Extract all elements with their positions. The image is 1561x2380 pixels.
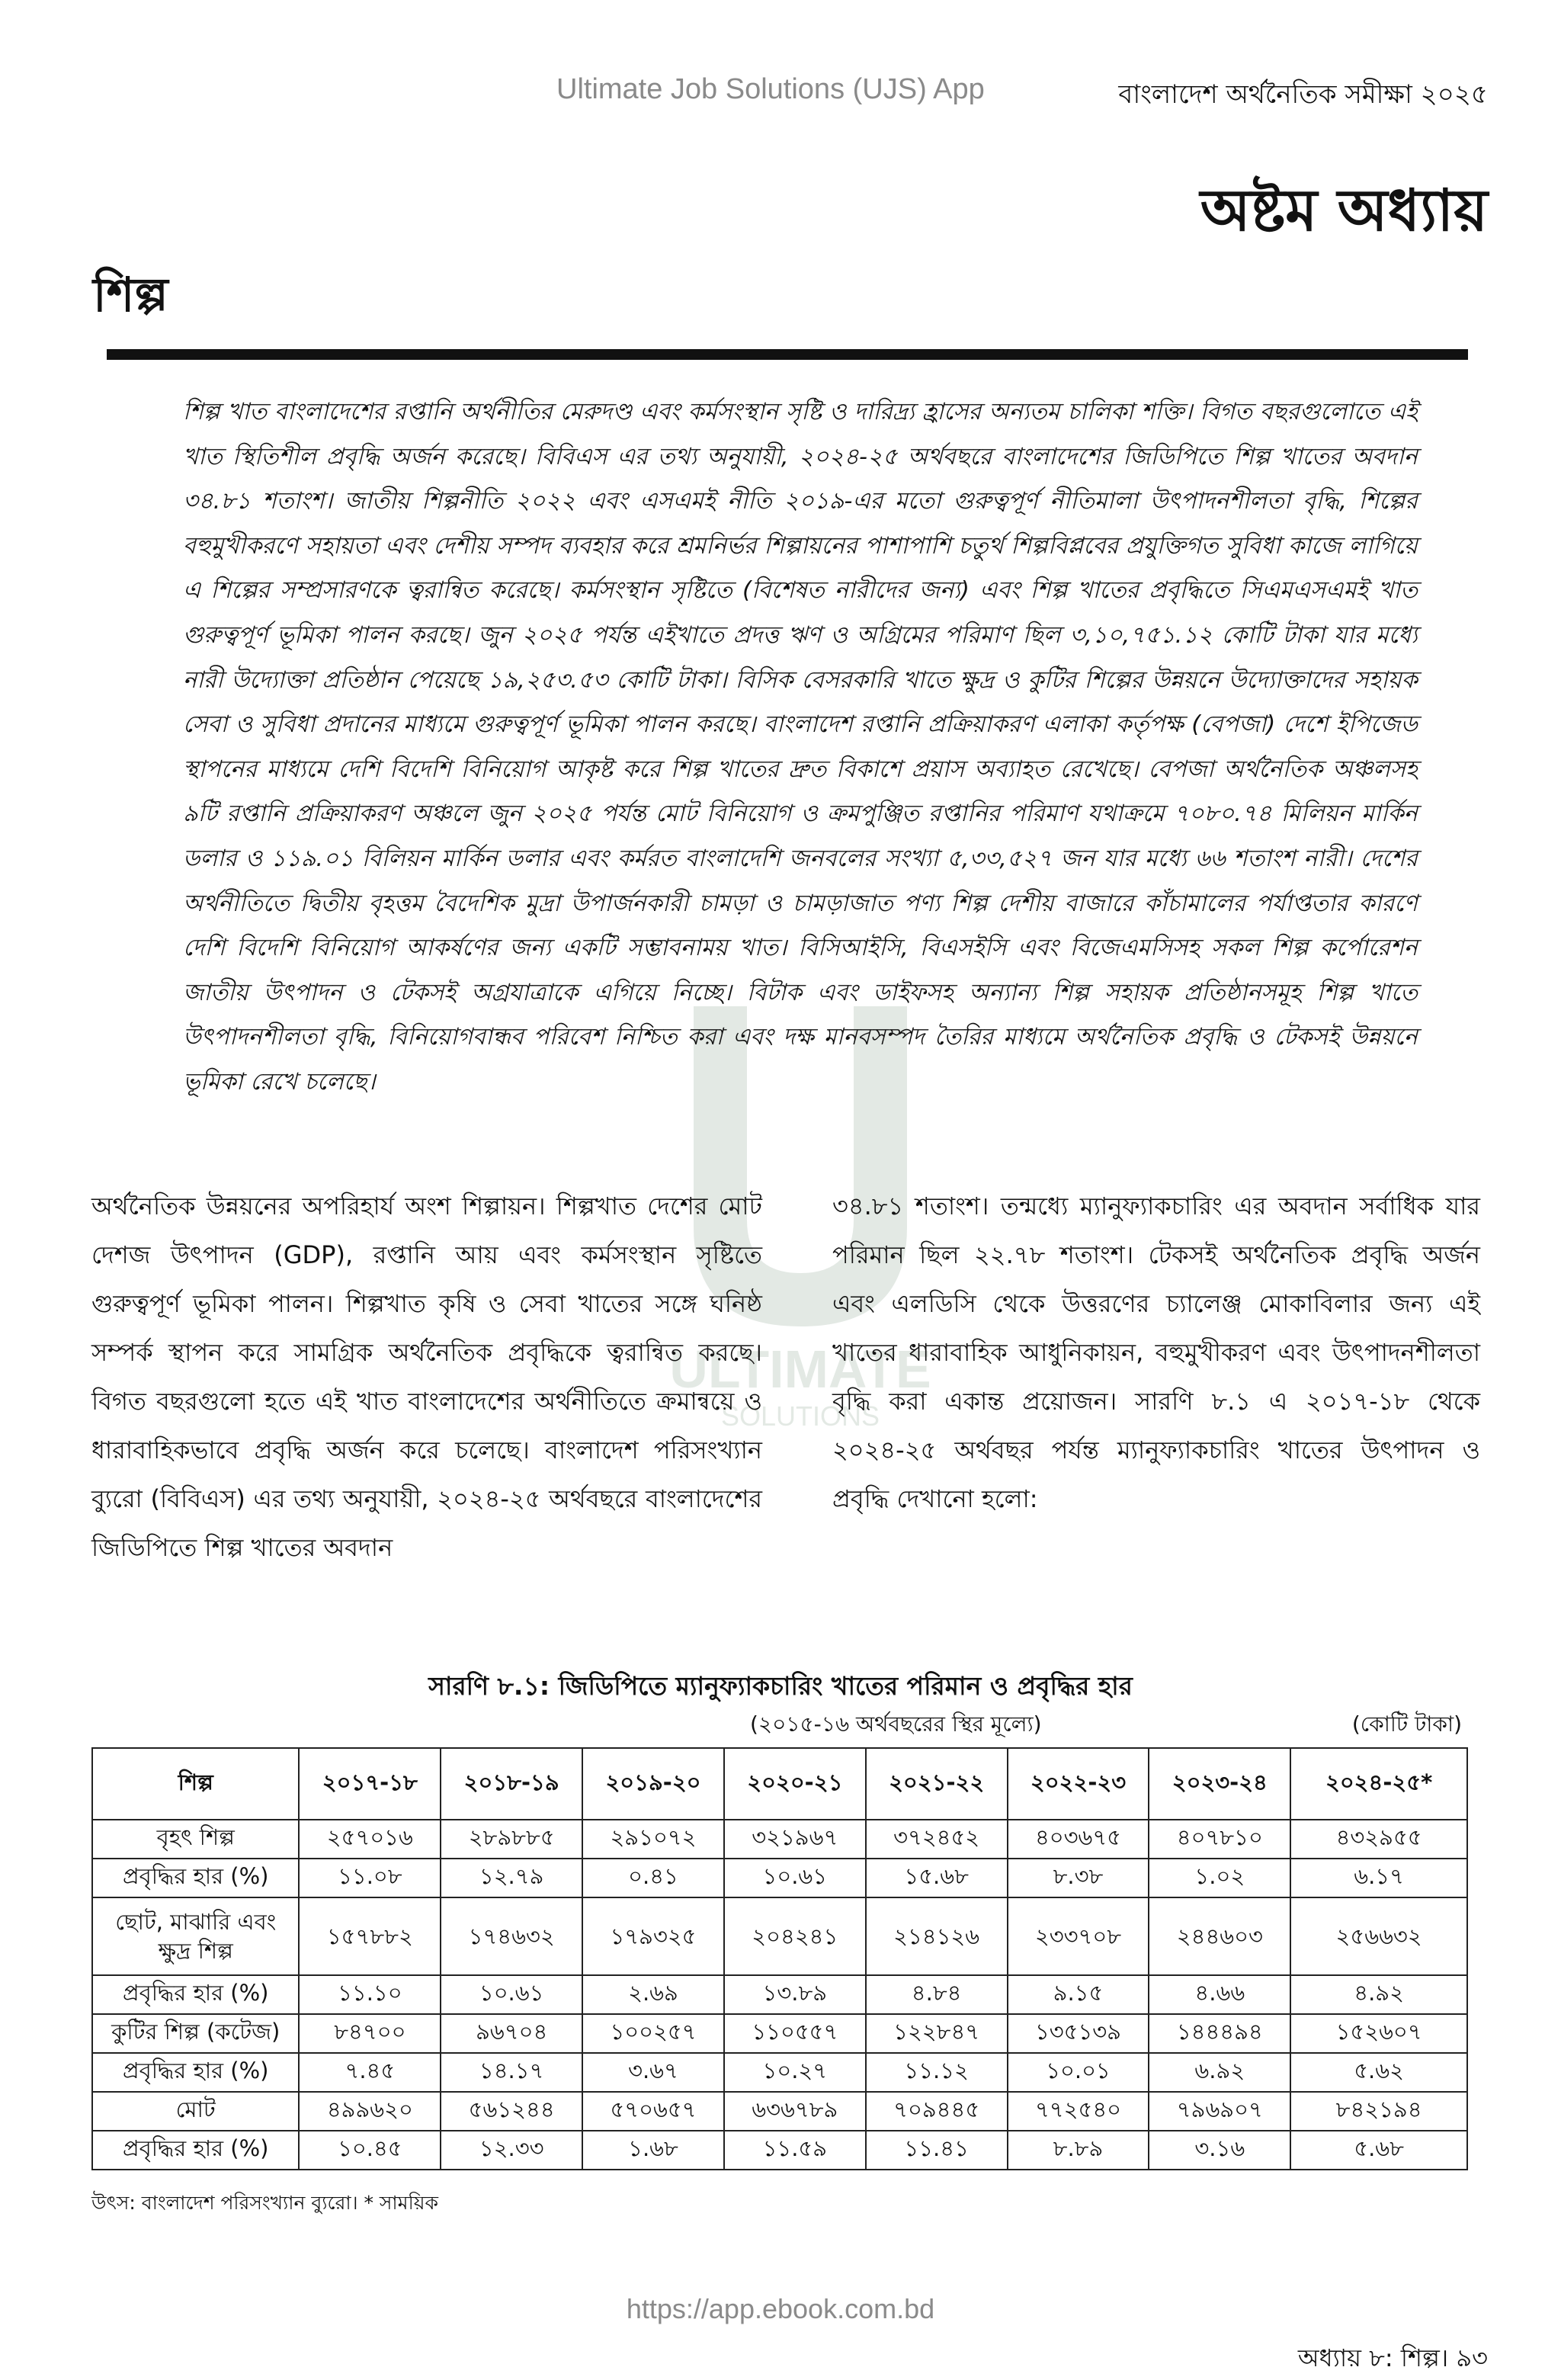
table-cell: ৮.৮৯ bbox=[1008, 2131, 1149, 2170]
table-cell: ৫.৬৮ bbox=[1290, 2131, 1467, 2170]
table-row bbox=[92, 2131, 1467, 2170]
table-cell: ৭০৯৪৪৫ bbox=[866, 2092, 1008, 2131]
table-cell: ৯.১৫ bbox=[1008, 1975, 1149, 2014]
table-row bbox=[92, 1897, 1467, 1975]
table-cell: ১৫৭৮৮২ bbox=[299, 1897, 441, 1975]
table-cell: ০.৪১ bbox=[582, 1859, 724, 1897]
table-cell: ২৩৩৭০৮ bbox=[1008, 1897, 1149, 1975]
table-cell: প্রবৃদ্ধির হার (%) bbox=[92, 1975, 299, 2014]
table-cell: ৩৭২৪৫২ bbox=[866, 1820, 1008, 1859]
table-cell: প্রবৃদ্ধির হার (%) bbox=[92, 1859, 299, 1897]
table-cell: ৮.৩৮ bbox=[1008, 1859, 1149, 1897]
table-cell: ৬.১৭ bbox=[1290, 1859, 1467, 1897]
table-header-cell: শিল্প bbox=[92, 1748, 299, 1820]
table-cell: ১৪.১৭ bbox=[441, 2053, 582, 2092]
table-cell: ২৯১০৭২ bbox=[582, 1820, 724, 1859]
table-row bbox=[92, 1820, 1467, 1859]
table-header-cell: ২০১৮-১৯ bbox=[441, 1748, 582, 1820]
table-cell: ১০০২৫৭ bbox=[582, 2014, 724, 2053]
table-header-cell: ২০২৩-২৪ bbox=[1149, 1748, 1290, 1820]
table-title: সারণি ৮.১: জিডিপিতে ম্যানুফ্যাকচারিং খাতের পরিমান ও প্রবৃদ্ধির হার bbox=[428, 1671, 1133, 1701]
table-cell: ৮৪২১৯৪ bbox=[1290, 2092, 1467, 2131]
table-header-cell: ২০১৭-১৮ bbox=[299, 1748, 441, 1820]
table-cell: ৪০৩৬৭৫ bbox=[1008, 1820, 1149, 1859]
table-source-note: উৎস: বাংলাদেশ পরিসংখ্যান ব্যুরো। * সাময়িক bbox=[91, 2192, 438, 2214]
table-cell: ৫.৬২ bbox=[1290, 2053, 1467, 2092]
table-cell: ১০.০১ bbox=[1008, 2053, 1149, 2092]
table-row bbox=[92, 1975, 1467, 2014]
watermark-line1: ULTIMATE bbox=[669, 1339, 931, 1399]
table-cell: ১১.১০ bbox=[299, 1975, 441, 2014]
table-row bbox=[92, 2053, 1467, 2092]
table-cell: ১৫২৬০৭ bbox=[1290, 2014, 1467, 2053]
table-cell: ১০.৬১ bbox=[441, 1975, 582, 2014]
table-cell: ৫৭০৬৫৭ bbox=[582, 2092, 724, 2131]
table-row bbox=[92, 2014, 1467, 2053]
table-cell: ছোট, মাঝারি এবং ক্ষুদ্র শিল্প bbox=[92, 1897, 299, 1975]
table-cell: ৫৬১২৪৪ bbox=[441, 2092, 582, 2131]
table-cell: ২৮৯৮৮৫ bbox=[441, 1820, 582, 1859]
manufacturing-table bbox=[91, 1747, 1468, 2170]
app-name-header: Ultimate Job Solutions (UJS) App bbox=[556, 73, 985, 105]
table-cell: ১০.৪৫ bbox=[299, 2131, 441, 2170]
table-cell: ১৩৫১৩৯ bbox=[1008, 2014, 1149, 2053]
table-cell: ১.৬৮ bbox=[582, 2131, 724, 2170]
page-footer: অধ্যায় ৮: শিল্প। ৯৩ bbox=[1297, 2343, 1488, 2372]
table-cell: ১০.২৭ bbox=[724, 2053, 866, 2092]
table-cell: প্রবৃদ্ধির হার (%) bbox=[92, 2131, 299, 2170]
section-title: শিল্প bbox=[93, 267, 168, 322]
table-header-cell: ২০২১-২২ bbox=[866, 1748, 1008, 1820]
table-cell: ২১৪১২৬ bbox=[866, 1897, 1008, 1975]
table-cell: ৩২১৯৬৭ bbox=[724, 1820, 866, 1859]
table-cell: ৪.৯২ bbox=[1290, 1975, 1467, 2014]
table-cell: বৃহৎ শিল্প bbox=[92, 1820, 299, 1859]
table-cell: ১১.১২ bbox=[866, 2053, 1008, 2092]
table-cell: ১০.৬১ bbox=[724, 1859, 866, 1897]
table-row bbox=[92, 1859, 1467, 1897]
table-header-cell: ২০২২-২৩ bbox=[1008, 1748, 1149, 1820]
table-cell: ১৭৯৩২৫ bbox=[582, 1897, 724, 1975]
table-subtitle: (২০১৫-১৬ অর্থবছরের স্থির মূল্যে) bbox=[750, 1711, 1042, 1737]
table-cell: ১৫.৬৮ bbox=[866, 1859, 1008, 1897]
table-cell: ৬৩৬৭৮৯ bbox=[724, 2092, 866, 2131]
body-column-right: ৩৪.৮১ শতাংশ। তন্মধ্যে ম্যানুফ্যাকচারিং এর অবদান সর্বাধিক যার পরিমান ছিল ২২.৭৮ শতাংশ। টেকসই অর্থনৈতিক প্রবৃদ্ধি অর্জন এবং এলডিসি থেকে উত্তরণের চ্যালেঞ্জ মোকাবিলার জন্য এই খাতের ধারাবাহিক আধুনিকায়ন, বহুমুখীকরণ এবং উৎপাদনশীলতা বৃদ্ধি করা একান্ত প্রয়োজন। সারণি ৮.১ এ ২০১৭-১৮ থেকে ২০২৪-২৫ অর্থবছর পর্যন্ত ম্যানুফ্যাকচারিং খাতের উৎপাদন ও প্রবৃদ্ধি দেখানো হলো: bbox=[832, 1192, 1480, 1513]
table-cell: ১১.৪১ bbox=[866, 2131, 1008, 2170]
table-cell: ৪.৮৪ bbox=[866, 1975, 1008, 2014]
table-cell: কুটির শিল্প (কটেজ) bbox=[92, 2014, 299, 2053]
table-cell: ১২.৩৩ bbox=[441, 2131, 582, 2170]
table-cell: ৩.১৬ bbox=[1149, 2131, 1290, 2170]
publication-title: বাংলাদেশ অর্থনৈতিক সমীক্ষা ২০২৫ bbox=[1118, 79, 1488, 110]
title-divider bbox=[107, 349, 1468, 360]
table-cell: ১৩.৮৯ bbox=[724, 1975, 866, 2014]
footer-url-link[interactable]: https://app.ebook.com.bd bbox=[626, 2293, 935, 2324]
table-cell: ২.৬৯ bbox=[582, 1975, 724, 2014]
table-cell: ৪৯৯৬২০ bbox=[299, 2092, 441, 2131]
table-cell: ১৭৪৬৩২ bbox=[441, 1897, 582, 1975]
table-cell: ৩.৬৭ bbox=[582, 2053, 724, 2092]
table-cell: ২৫৬৬৩২ bbox=[1290, 1897, 1467, 1975]
table-row bbox=[92, 2092, 1467, 2131]
table-header-cell: ২০২০-২১ bbox=[724, 1748, 866, 1820]
table-cell: ২০৪২৪১ bbox=[724, 1897, 866, 1975]
table-cell: ৯৬৭০৪ bbox=[441, 2014, 582, 2053]
chapter-title: অষ্টম অধ্যায় bbox=[1200, 176, 1488, 244]
table-cell: ৪০৭৮১০ bbox=[1149, 1820, 1290, 1859]
table-cell: ১৪৪৪৯৪ bbox=[1149, 2014, 1290, 2053]
table-cell: ২৫৭০১৬ bbox=[299, 1820, 441, 1859]
body-column-left: অর্থনৈতিক উন্নয়নের অপরিহার্য অংশ শিল্পায়ন। শিল্পখাত দেশের মোট দেশজ উৎপাদন (GDP), রপ্তানি আয় এবং কর্মসংস্থান সৃষ্টিতে গুরুত্বপূর্ণ ভূমিকা পালন। শিল্পখাত কৃষি ও সেবা খাতের সঙ্গে ঘনিষ্ঠ সম্পর্ক স্থাপন করে সামগ্রিক অর্থনৈতিক প্রবৃদ্ধিকে ত্বরান্বিত করছে। বিগত বছরগুলো হতে এই খাত বাংলাদেশের অর্থনীতিতে ক্রমান্বয়ে ও ধারাবাহিকভাবে প্রবৃদ্ধি অর্জন করে চলেছে। বাংলাদেশ পরিসংখ্যান ব্যুরো (বিবিএস) এর তথ্য অনুযায়ী, ২০২৪-২৫ অর্থবছরে বাংলাদেশের জিডিপিতে শিল্প খাতের অবদান bbox=[91, 1192, 762, 1562]
table-cell: ৭৯৬৯০৭ bbox=[1149, 2092, 1290, 2131]
table-cell: ১.০২ bbox=[1149, 1859, 1290, 1897]
table-cell: ১২২৮৪৭ bbox=[866, 2014, 1008, 2053]
table-cell: ৭.৪৫ bbox=[299, 2053, 441, 2092]
table-cell: মোট bbox=[92, 2092, 299, 2131]
table-cell: ১১.০৮ bbox=[299, 1859, 441, 1897]
table-header-cell: ২০২৪-২৫* bbox=[1290, 1748, 1467, 1820]
table-header-row bbox=[92, 1748, 1467, 1820]
table-cell: প্রবৃদ্ধির হার (%) bbox=[92, 2053, 299, 2092]
table-header-cell: ২০১৯-২০ bbox=[582, 1748, 724, 1820]
table-cell: ৮৪৭০০ bbox=[299, 2014, 441, 2053]
table-cell: ৪.৬৬ bbox=[1149, 1975, 1290, 2014]
table-cell: ১১০৫৫৭ bbox=[724, 2014, 866, 2053]
table-cell: ৭৭২৫৪০ bbox=[1008, 2092, 1149, 2131]
table-unit: (কোটি টাকা) bbox=[1351, 1711, 1462, 1737]
table-cell: ১২.৭৯ bbox=[441, 1859, 582, 1897]
watermark-line2: SOLUTIONS bbox=[720, 1400, 880, 1432]
table-cell: ৪৩২৯৫৫ bbox=[1290, 1820, 1467, 1859]
table-cell: ২৪৪৬০৩ bbox=[1149, 1897, 1290, 1975]
table-cell: ৬.৯২ bbox=[1149, 2053, 1290, 2092]
chapter-abstract: শিল্প খাত বাংলাদেশের রপ্তানি অর্থনীতির মেরুদণ্ড এবং কর্মসংস্থান সৃষ্টি ও দারিদ্র্য হ্রাসের অন্যতম চালিকা শক্তি। বিগত বছরগুলোতে এই খাত স্থিতিশীল প্রবৃদ্ধি অর্জন করেছে। বিবিএস এর তথ্য অনুযায়ী, ২০২৪-২৫ অর্থবছরে বাংলাদেশের জিডিপিতে শিল্প খাতের অবদান ৩৪.৮১ শতাংশ। জাতীয় শিল্পনীতি ২০২২ এবং এসএমই নীতি ২০১৯-এর মতো গুরুত্বপূর্ণ নীতিমালা উৎপাদনশীলতা বৃদ্ধি, শিল্পের বহুমুখীকরণে সহায়তা এবং দেশীয় সম্পদ ব্যবহার করে শ্রমনির্ভর শিল্পায়নের পাশাপাশি চতুর্থ শিল্পবিপ্লবের প্রযুক্তিগত সুবিধা কাজে লাগিয়ে এ শিল্পের সম্প্রসারণকে ত্বরান্বিত করেছে। কর্মসংস্থান সৃষ্টিতে (বিশেষত নারীদের জন্য) এবং শিল্প খাতের প্রবৃদ্ধিতে সিএমএসএমই খাত গুরুত্বপূর্ণ ভূমিকা পালন করছে। জুন ২০২৫ পর্যন্ত এইখাতে প্রদত্ত ঋণ ও অগ্রিমের পরিমাণ ছিল ৩,১০,৭৫১.১২ কোটি টাকা যার মধ্যে নারী উদ্যোক্তা প্রতিষ্ঠান পেয়েছে ১৯,২৫৩.৫৩ কোটি টাকা। বিসিক বেসরকারি খাতে ক্ষুদ্র ও কুটির শিল্পের উন্নয়নে উদ্যোক্তাদের সহায়ক সেবা ও সুবিধা প্রদানের মাধ্যমে গুরুত্বপূর্ণ ভূমিকা পালন করছে। বাংলাদেশ রপ্তানি প্রক্রিয়াকরণ এলাকা কর্তৃপক্ষ (বেপজা) দেশে ইপিজেড স্থাপনের মাধ্যমে দেশি বিদেশি বিনিয়োগ আকৃষ্ট করে শিল্প খাতের দ্রুত বিকাশে প্রয়াস অব্যাহত রেখেছে। বেপজা অর্থনৈতিক অঞ্চলসহ ৯টি রপ্তানি প্রক্রিয়াকরণ অঞ্চলে জুন ২০২৫ পর্যন্ত মোট বিনিয়োগ ও ক্রমপুঞ্জিত রপ্তানির পরিমাণ যথাক্রমে ৭০৮০.৭৪ মিলিয়ন মার্কিন ডলার ও ১১৯.০১ বিলিয়ন মার্কিন ডলার এবং কর্মরত বাংলাদেশি জনবলের সংখ্যা ৫,৩৩,৫২৭ জন যার মধ্যে ৬৬ শতাংশ নারী। দেশের অর্থনীতিতে দ্বিতীয় বৃহত্তম বৈদেশিক মুদ্রা উপার্জনকারী চামড়া ও চামড়াজাত পণ্য শিল্প দেশীয় বাজারে কাঁচামালের পর্যাপ্ততার কারণে দেশি বিদেশি বিনিয়োগ আকর্ষণের জন্য একটি সম্ভাবনাময় খাত। বিসিআইসি, বিএসইসি এবং বিজেএমসিসহ সকল শিল্প কর্পোরেশন জাতীয় উৎপাদন ও টেকসই অগ্রযাত্রাকে এগিয়ে নিচ্ছে। বিটাক এবং ডাইফসহ অন্যান্য শিল্প সহায়ক প্রতিষ্ঠানসমূহ শিল্প খাতে উৎপাদনশীলতা বৃদ্ধি, বিনিয়োগবান্ধব পরিবেশ নিশ্চিত করা এবং দক্ষ মানবসম্পদ তৈরির মাধ্যমে অর্থনৈতিক প্রবৃদ্ধি ও টেকসই উন্নয়নে ভূমিকা রেখে চলেছে। bbox=[183, 399, 1418, 1095]
table-cell: ১১.৫৯ bbox=[724, 2131, 866, 2170]
